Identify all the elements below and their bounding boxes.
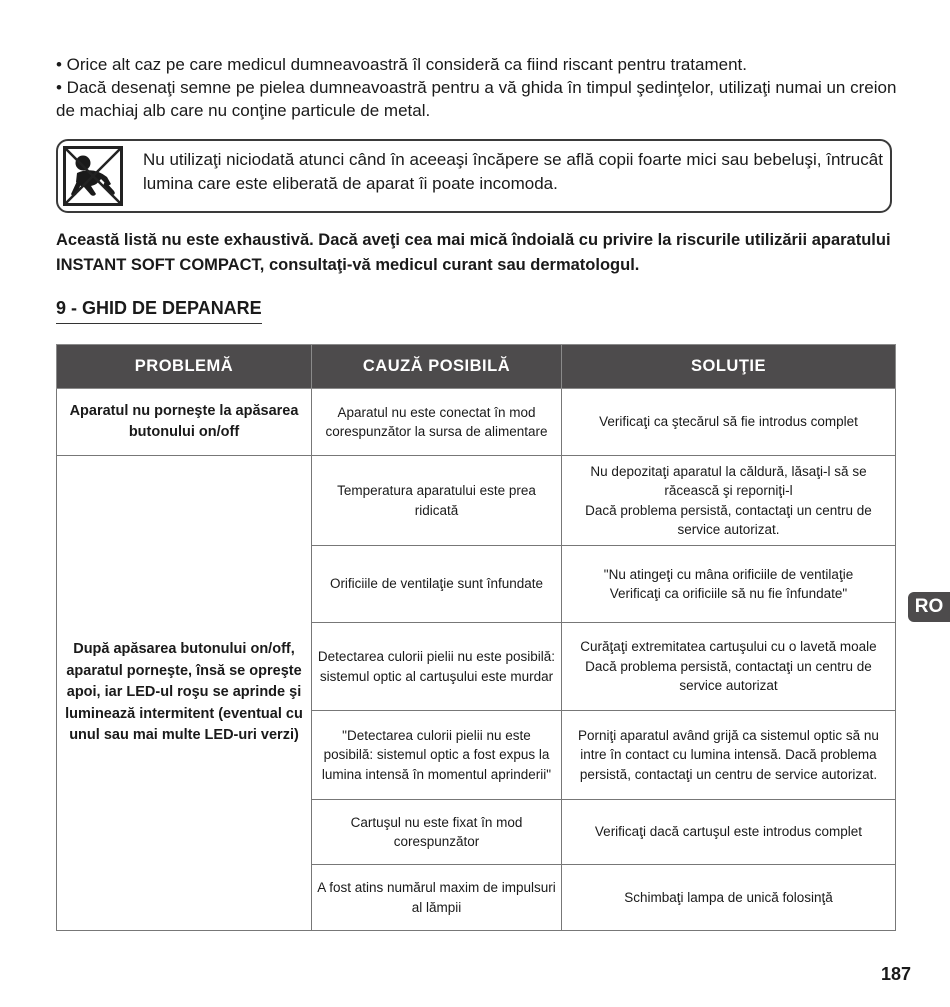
bullet-list xyxy=(56,53,906,122)
problem-cell: După apăsarea butonului on/off, aparatul porneşte, însă se opreşte apoi, iar LED-ul roşu se aprinde şi luminează intermitent (eventual cu unul sau mai multe LED-uri verzi) xyxy=(57,456,312,931)
cause-cell: A fost atins numărul maxim de impulsuri al lămpii xyxy=(312,865,562,931)
cause-cell: Detectarea culorii pielii nu este posibilă: sistemul optic al cartuşului este murdar xyxy=(312,623,562,711)
bullet-item: • Dacă desenaţi semne pe pielea dumneavoastră pentru a vă ghida în timpul şedinţelor, utilizaţi numai un creion de machiaj alb care nu conţine particule de metal. xyxy=(56,78,897,120)
cause-cell: Orificiile de ventilaţie sunt înfundate xyxy=(312,546,562,623)
header-cause: CAUZĂ POSIBILĂ xyxy=(312,345,562,389)
exhaustive-notice: Această listă nu este exhaustivă. Dacă aveţi cea mai mică îndoială cu privire la riscurile utilizării aparatului INSTANT SOFT COMPACT, consultaţi-vă medicul curant sau dermatologul. xyxy=(56,231,891,274)
language-tab-badge: RO xyxy=(908,592,950,622)
solution-cell: Porniţi aparatul având grijă ca sistemul optic să nu intre în contact cu lumina intensă. Dacă problema persistă, contactaţi un centru de service autorizat. xyxy=(562,711,896,800)
solution-cell: "Nu atingeţi cu mâna orificiile de ventilaţie Verificaţi ca orificiile să nu fie înfundate" xyxy=(562,546,896,623)
problem-cell: Aparatul nu porneşte la apăsarea butonului on/off xyxy=(57,389,312,456)
solution-cell: Schimbaţi lampa de unică folosinţă xyxy=(562,865,896,931)
header-problem: PROBLEMĂ xyxy=(57,345,312,389)
cause-cell: Temperatura aparatului este prea ridicată xyxy=(312,456,562,546)
no-babies-icon xyxy=(63,146,123,206)
bullet-item: • Orice alt caz pe care medicul dumneavoastră îl consideră ca fiind riscant pentru tratament. xyxy=(56,55,747,74)
section-title: 9 - GHID DE DEPANARE xyxy=(56,296,262,324)
solution-cell: Verificaţi dacă cartuşul este introdus complet xyxy=(562,800,896,865)
table-header-row xyxy=(57,345,896,389)
table-row xyxy=(57,389,896,456)
table-row xyxy=(57,456,896,546)
solution-cell: Curăţaţi extremitatea cartuşului cu o lavetă moale Dacă problema persistă, contactaţi un centru de service autorizat xyxy=(562,623,896,711)
cause-cell: Cartuşul nu este fixat în mod corespunzător xyxy=(312,800,562,865)
warning-text: Nu utilizaţi niciodată atunci când în aceeaşi încăpere se află copii foarte mici sau bebeluşi, întrucât lumina care este eliberată de aparat îi poate incomoda. xyxy=(143,150,883,193)
cause-cell: Aparatul nu este conectat în mod corespunzător la sursa de alimentare xyxy=(312,389,562,456)
solution-cell: Verificaţi ca ştecărul să fie introdus complet xyxy=(562,389,896,456)
page-number: 187 xyxy=(881,964,912,984)
troubleshooting-table xyxy=(56,344,896,931)
warning-box xyxy=(56,139,892,213)
solution-cell: Nu depozitaţi aparatul la căldură, lăsaţi-l să se răcească şi reporniţi-l Dacă problema persistă, contactaţi un centru de service autorizat. xyxy=(562,456,896,546)
cause-cell: "Detectarea culorii pielii nu este posibilă: sistemul optic a fost expus la lumina intensă în momentul aprinderii" xyxy=(312,711,562,800)
header-solution: SOLUŢIE xyxy=(562,345,896,389)
